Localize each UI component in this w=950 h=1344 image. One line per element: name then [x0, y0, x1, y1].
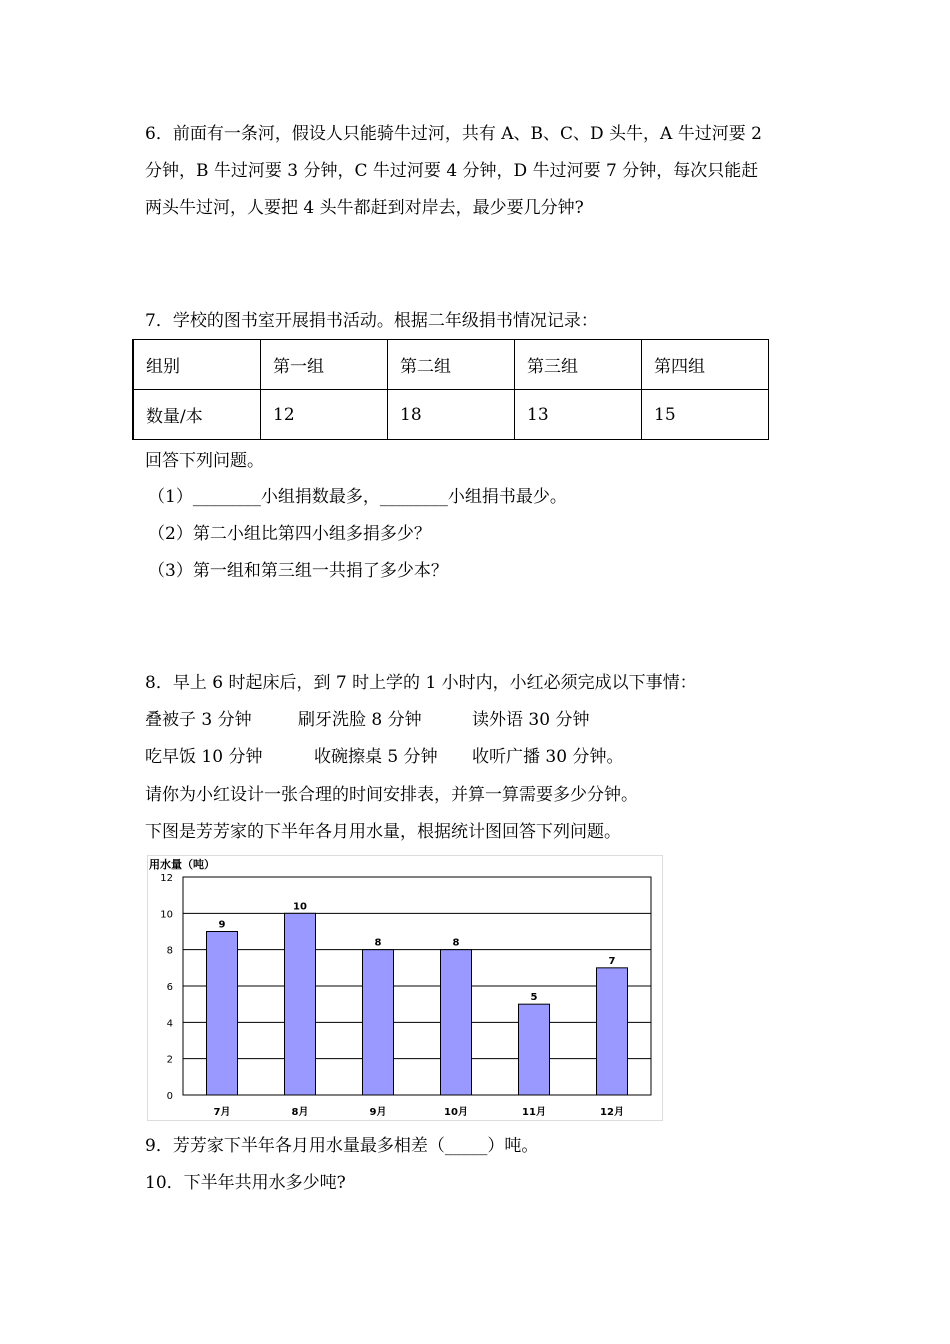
bar-7月 — [207, 932, 238, 1096]
y-tick-label: 4 — [166, 1018, 173, 1030]
x-tick-label: 7月 — [213, 1107, 231, 1118]
q6-line-1: 6．前面有一条河，假设人只能骑牛过河，共有 A、B、C、D 头牛，A 牛过河要 2 — [145, 124, 762, 144]
table-header-row — [133, 340, 769, 390]
q10: 10．下半年共用水多少吨? — [145, 1173, 346, 1193]
bar-10月 — [441, 950, 472, 1095]
y-tick-label: 6 — [166, 982, 173, 993]
table-cell: 12 — [261, 390, 388, 440]
x-tick-label: 10月 — [444, 1107, 468, 1118]
bar-11月 — [519, 1004, 550, 1095]
data-label: 8 — [452, 937, 460, 949]
task-item: 收听广播 30 分钟。 — [472, 747, 624, 767]
table-cell: 第三组 — [515, 340, 642, 390]
table-cell: 18 — [388, 390, 515, 440]
q6-line-2: 分钟，B 牛过河要 3 分钟，C 牛过河要 4 分钟，D 牛过河要 7 分钟，每次只能赶 — [145, 161, 759, 181]
table-cell: 第二组 — [388, 340, 515, 390]
q6-line-3: 两头牛过河，人要把 4 头牛都赶到对岸去，最少要几分钟? — [145, 198, 584, 218]
table-cell: 第一组 — [261, 340, 388, 390]
data-label: 9 — [218, 919, 226, 931]
y-tick-label: 10 — [160, 909, 173, 921]
bar-12月 — [597, 968, 628, 1095]
y-tick-label: 2 — [166, 1054, 173, 1066]
q8-intro: 8．早上 6 时起床后，到 7 时上学的 1 小时内，小红必须完成以下事情： — [145, 673, 697, 693]
x-tick-label: 9月 — [369, 1107, 387, 1118]
data-label: 5 — [530, 992, 538, 1004]
q8-ask: 请你为小红设计一张合理的时间安排表，并算一算需要多少分钟。 — [145, 785, 638, 805]
q7-intro: 7．学校的图书室开展捐书活动。根据二年级捐书情况记录： — [145, 311, 598, 331]
y-tick-label: 0 — [166, 1091, 173, 1102]
y-tick-label: 8 — [166, 945, 173, 957]
q9: 9．芳芳家下半年各月用水量最多相差（_____）吨。 — [145, 1136, 539, 1156]
y-tick-label: 12 — [160, 873, 173, 884]
task-item: 读外语 30 分钟 — [472, 710, 590, 730]
x-tick-label: 12月 — [600, 1107, 624, 1118]
table-cell: 数量/本 — [133, 390, 261, 440]
bar-9月 — [363, 950, 394, 1095]
q7-sub-1: （1）________小组捐数最多，________小组捐书最少。 — [148, 487, 567, 507]
data-label: 10 — [293, 901, 307, 913]
q7-prompt: 回答下列问题。 — [145, 451, 264, 471]
donation-table — [132, 339, 769, 440]
water-usage-chart — [147, 855, 663, 1121]
x-tick-label: 8月 — [291, 1107, 309, 1118]
q7-sub-2: （2）第二小组比第四小组多捐多少？ — [148, 524, 431, 544]
table-cell: 组别 — [133, 340, 261, 390]
task-item: 叠被子 3 分钟 — [145, 710, 252, 730]
table-cell: 15 — [642, 390, 769, 440]
task-item: 刷牙洗脸 8 分钟 — [298, 710, 422, 730]
data-label: 8 — [374, 937, 382, 949]
chart-svg — [147, 855, 663, 1121]
table-row — [133, 390, 769, 440]
table-cell: 13 — [515, 390, 642, 440]
task-item: 吃早饭 10 分钟 — [145, 747, 263, 767]
x-tick-label: 11月 — [522, 1107, 546, 1118]
q7-sub-3: （3）第一组和第三组一共捐了多少本？ — [148, 561, 448, 581]
task-item: 收碗擦桌 5 分钟 — [314, 747, 438, 767]
bar-8月 — [285, 913, 316, 1095]
y-axis-label: 用水量（吨） — [149, 858, 215, 871]
table-cell: 第四组 — [642, 340, 769, 390]
data-label: 7 — [608, 955, 616, 967]
chart-intro: 下图是芳芳家的下半年各月用水量，根据统计图回答下列问题。 — [145, 822, 621, 842]
